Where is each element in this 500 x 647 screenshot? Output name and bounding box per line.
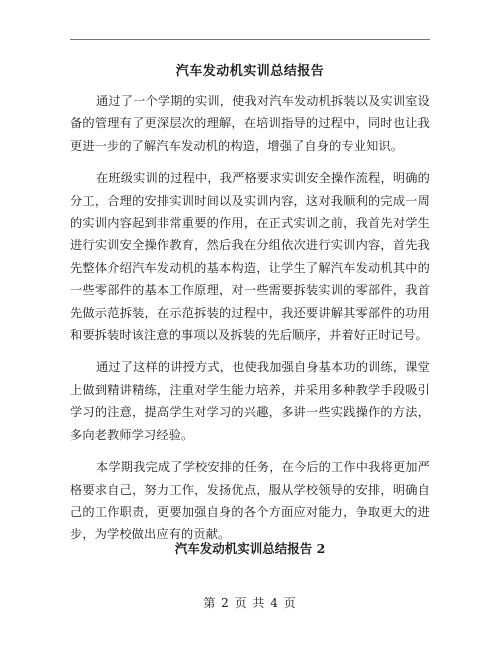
- paragraph: 通过了一个学期的实训，使我对汽车发动机拆装以及实训室设备的管理有了更深层次的理解，在培训指导的过程中，同时也让我更进一步的了解汽车发动机的构造，增强了自身的专业知识。: [70, 94, 430, 153]
- header-rule: [70, 39, 430, 40]
- document-body: [70, 90, 430, 556]
- document-title: 汽车发动机实训总结报告: [175, 64, 325, 79]
- page-number: 第 2 页 共 4 页: [203, 596, 297, 610]
- section-title: 汽车发动机实训总结报告 2: [174, 541, 326, 556]
- paragraph: 通过了这样的讲授方式，也使我加强自身基本功的训练，课堂上做到精讲精练，注重对学生能力培养，并采用多种教学手段吸引学习的注意，提高学生对学习的兴趣，多讲一些实践操作的方法，多向老教师学习经验。: [70, 360, 430, 442]
- paragraph: 在班级实训的过程中，我严格要求实训安全操作流程，明确的分工，合理的安排实训时间以及实训内容，这对我顺利的完成一周的实训内容起到非常重要的作用，在正式实训之前，我首先对学生进行实训安全操作教育，然后我在分组依次进行实训内容，首先我先整体介绍汽车发动机的基本构造，让学生了解汽车发动机其中的一些零部件的基本工作原理，对一些需要拆装实训的零部件，我首先做示范拆装，在示范拆装的过程中，我还要讲解其零部件的功用和要拆装时该注意的事项以及拆装的先后顺序，并着好正时记号。: [70, 171, 430, 343]
- paragraph: 本学期我完成了学校安排的任务，在今后的工作中我将更加严格要求自己，努力工作，发扬优点，服从学校领导的安排，明确自己的工作职责，更要加强自身的各个方面应对能力，争取更大的进步，为学校做出应有的贡献。: [70, 460, 430, 542]
